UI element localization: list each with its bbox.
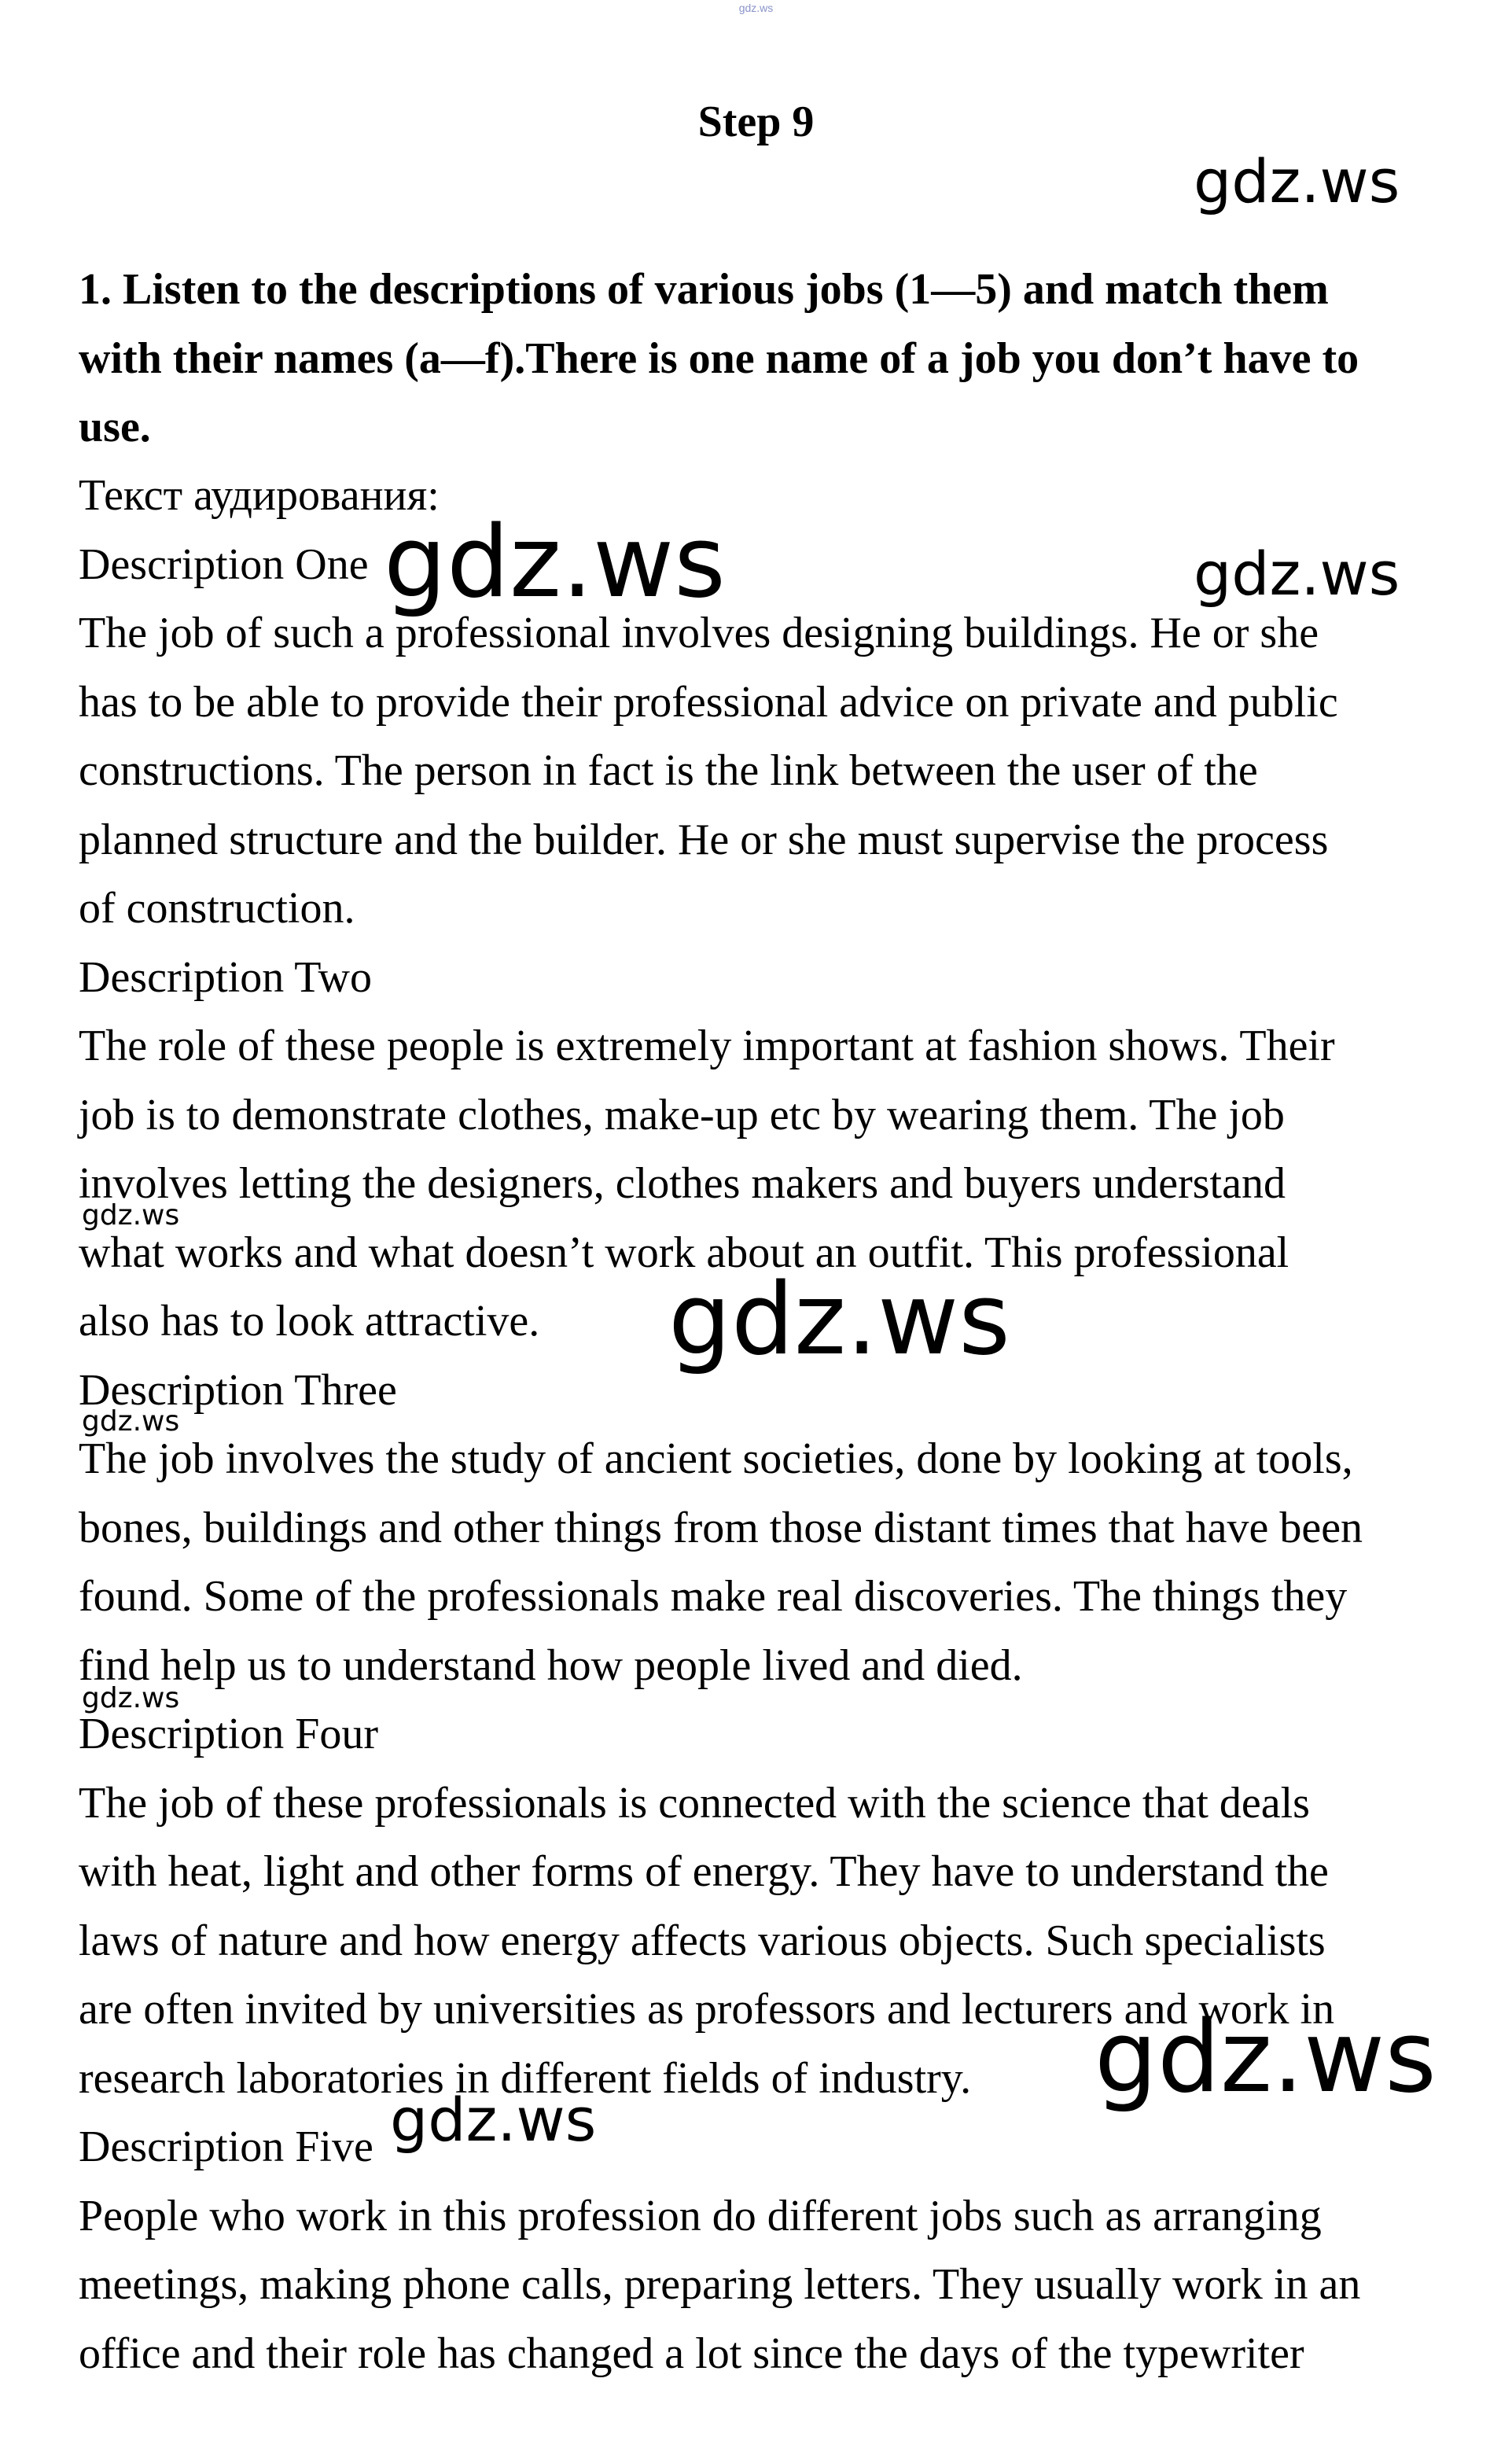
- paragraph-line: with heat, light and other forms of energy. They have to understand the: [79, 1847, 1329, 1896]
- watermark: gdz.ws: [384, 504, 726, 620]
- watermark: gdz.ws: [1194, 146, 1400, 216]
- watermark: gdz.ws: [82, 1405, 180, 1438]
- task-line: with their names (a—f).There is one name of a job you don’t have to: [79, 333, 1359, 383]
- watermark: gdz.ws: [82, 1682, 180, 1714]
- description-heading: Description Two: [79, 952, 372, 1002]
- description-heading: Description One: [79, 539, 369, 589]
- paragraph-line: involves letting the designers, clothes makers and buyers understand: [79, 1159, 1286, 1208]
- paragraph-line: what works and what doesn’t work about an outfit. This professional: [79, 1228, 1289, 1277]
- watermark: gdz.ws: [668, 1261, 1010, 1377]
- paragraph-line: laws of nature and how energy affects various objects. Such specialists: [79, 1916, 1326, 1965]
- paragraph-line: are often invited by universities as professors and lecturers and work in: [79, 1985, 1335, 2034]
- paragraph-line: of construction.: [79, 884, 355, 933]
- task-line: use.: [79, 403, 151, 451]
- page-title: Step 9: [697, 98, 815, 146]
- paragraph-line: constructions. The person in fact is the link between the user of the: [79, 746, 1258, 795]
- watermark: gdz.ws: [390, 2085, 597, 2155]
- paragraph-line: find help us to understand how people lived and died.: [79, 1640, 1023, 1690]
- task-line: 1. Listen to the descriptions of various jobs (1—5) and match them: [79, 265, 1329, 314]
- paragraph-line: office and their role has changed a lot since the days of the typewriter: [79, 2329, 1304, 2378]
- paragraph-line: The job of such a professional involves designing buildings. He or she: [79, 609, 1319, 657]
- paragraph-line: The job of these professionals is connected with the science that deals: [79, 1778, 1310, 1828]
- watermark: gdz.ws: [1094, 1999, 1437, 2115]
- description-heading: Description Four: [79, 1710, 379, 1758]
- paragraph-line: People who work in this profession do different jobs such as arranging: [79, 2191, 1322, 2240]
- paragraph-line: The role of these people is extremely important at fashion shows. Their: [79, 1022, 1335, 1070]
- description-heading: Description Three: [79, 1365, 397, 1415]
- watermark: gdz.ws: [82, 1199, 180, 1232]
- paragraph-line: planned structure and the builder. He or she must supervise the process: [79, 815, 1329, 864]
- paragraph-line: has to be able to provide their professional advice on private and public: [79, 677, 1338, 727]
- section-heading: Текст аудирования:: [79, 471, 440, 520]
- paragraph-line: The job involves the study of ancient societies, done by looking at tools,: [79, 1434, 1353, 1483]
- paragraph-line: also has to look attractive.: [79, 1297, 540, 1346]
- paragraph-line: job is to demonstrate clothes, make-up etc by wearing them. The job: [79, 1090, 1285, 1139]
- description-heading: Description Five: [79, 2122, 373, 2171]
- watermark: gdz.ws: [1194, 539, 1400, 609]
- task-instruction: [79, 256, 1431, 462]
- paragraph-line: found. Some of the professionals make real discoveries. The things they: [79, 1572, 1348, 1621]
- paragraph-line: research laboratories in different fields of industry.: [79, 2053, 972, 2103]
- paragraph-line: bones, buildings and other things from those distant times that have been: [79, 1503, 1363, 1552]
- top-watermark: gdz.ws: [738, 2, 774, 14]
- paragraph-line: meetings, making phone calls, preparing letters. They usually work in an: [79, 2260, 1361, 2309]
